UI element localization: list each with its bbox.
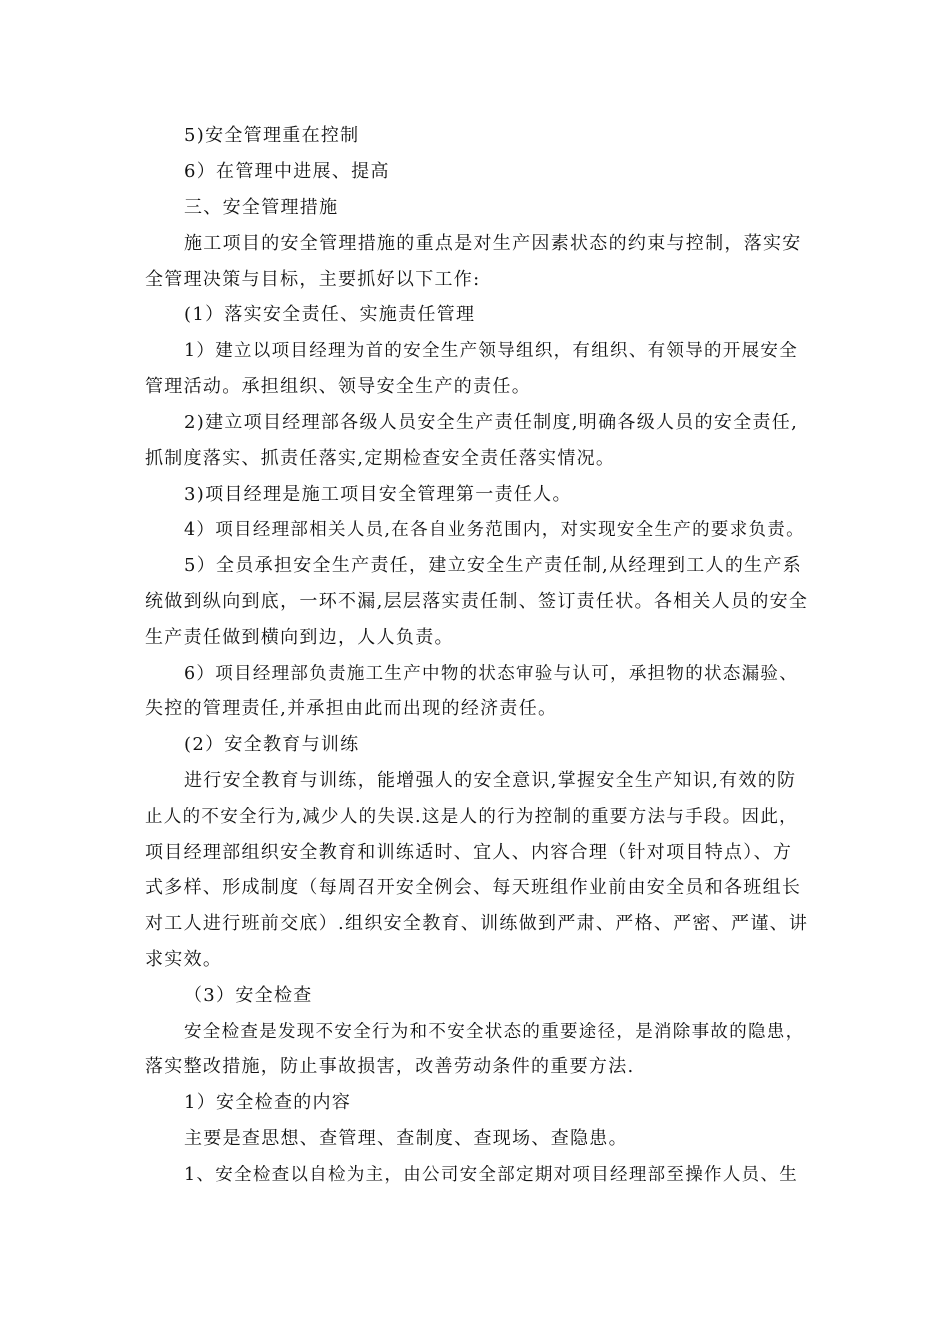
paragraph-line: 1）建立以项目经理为首的安全生产领导组织，有组织、有领导的开展安全 [184, 341, 799, 361]
section-heading-measures: 三、安全管理措施 [184, 197, 339, 218]
paragraph-line: 进行安全教育与训练，能增强人的安全意识,掌握安全生产知识,有效的防 [184, 770, 797, 791]
paragraph-line: 2)建立项目经理部各级人员安全生产责任制度,明确各级人员的安全责任, [184, 412, 799, 433]
subheading-education: (2）安全教育与训练 [184, 734, 360, 755]
paragraph-line: 安全检查是发现不安全行为和不安全状态的重要途径，是消除事故的隐患， [184, 1022, 805, 1042]
paragraph-line: 4）项目经理部相关人员,在各自业务范围内，对实现安全生产的要求负责。 [184, 520, 805, 540]
paragraph-line: 项目经理部组织安全教育和训练适时、宜人、内容合理（针对项目特点）、方 [145, 842, 793, 863]
paragraph-line: 统做到纵向到底，一环不漏,层层落实责任制、签订责任状。各相关人员的安全 [145, 591, 809, 612]
paragraph-line: 主要是查思想、查管理、查制度、查现场、查隐患。 [184, 1128, 628, 1149]
paragraph-line: 施工项目的安全管理措施的重点是对生产因素状态的约束与控制，落实安 [184, 233, 802, 254]
paragraph-line: 生产责任做到横向到边，人人负责。 [145, 627, 454, 648]
paragraph-line: 失控的管理责任,并承担由此而出现的经济责任。 [145, 698, 558, 719]
paragraph-line: 全管理决策与目标，主要抓好以下工作: [145, 269, 481, 290]
paragraph-line: 止人的不安全行为,减少人的失误.这是人的行为控制的重要方法与手段。因此， [145, 807, 798, 827]
subheading-inspection-content: 1）安全检查的内容 [184, 1092, 352, 1113]
paragraph-line: 落实整改措施，防止事故损害，改善劳动条件的重要方法. [145, 1056, 635, 1077]
paragraph-line: 1、安全检查以自检为主，由公司安全部定期对项目经理部至操作人员、生 [184, 1165, 799, 1185]
paragraph-line: 求实效。 [145, 949, 223, 970]
paragraph-line: 管理活动。承担组织、领导安全生产的责任。 [145, 376, 531, 397]
paragraph-line: 6）项目经理部负责施工生产中物的状态审验与认可，承担物的状态漏验、 [184, 664, 799, 684]
paragraph-line: 5）全员承担安全生产责任，建立安全生产责任制,从经理到工人的生产系 [184, 555, 803, 576]
subheading-responsibility: (1）落实安全责任、实施责任管理 [184, 304, 476, 325]
paragraph-line: 对工人进行班前交底）.组织安全教育、训练做到严肃、严格、严密、严谨、讲 [145, 913, 809, 934]
paragraph-line: 3)项目经理是施工项目安全管理第一责任人。 [184, 484, 572, 505]
heading-control: 5)安全管理重在控制 [184, 125, 360, 146]
paragraph-line: 抓制度落实、抓责任落实,定期检查安全责任落实情况。 [145, 448, 616, 469]
paragraph-line: 式多样、形成制度（每周召开安全例会、每天班组作业前由安全员和各班组长 [145, 877, 802, 898]
subheading-inspection: （3）安全检查 [184, 985, 313, 1006]
heading-improve: 6）在管理中进展、提高 [184, 161, 390, 182]
